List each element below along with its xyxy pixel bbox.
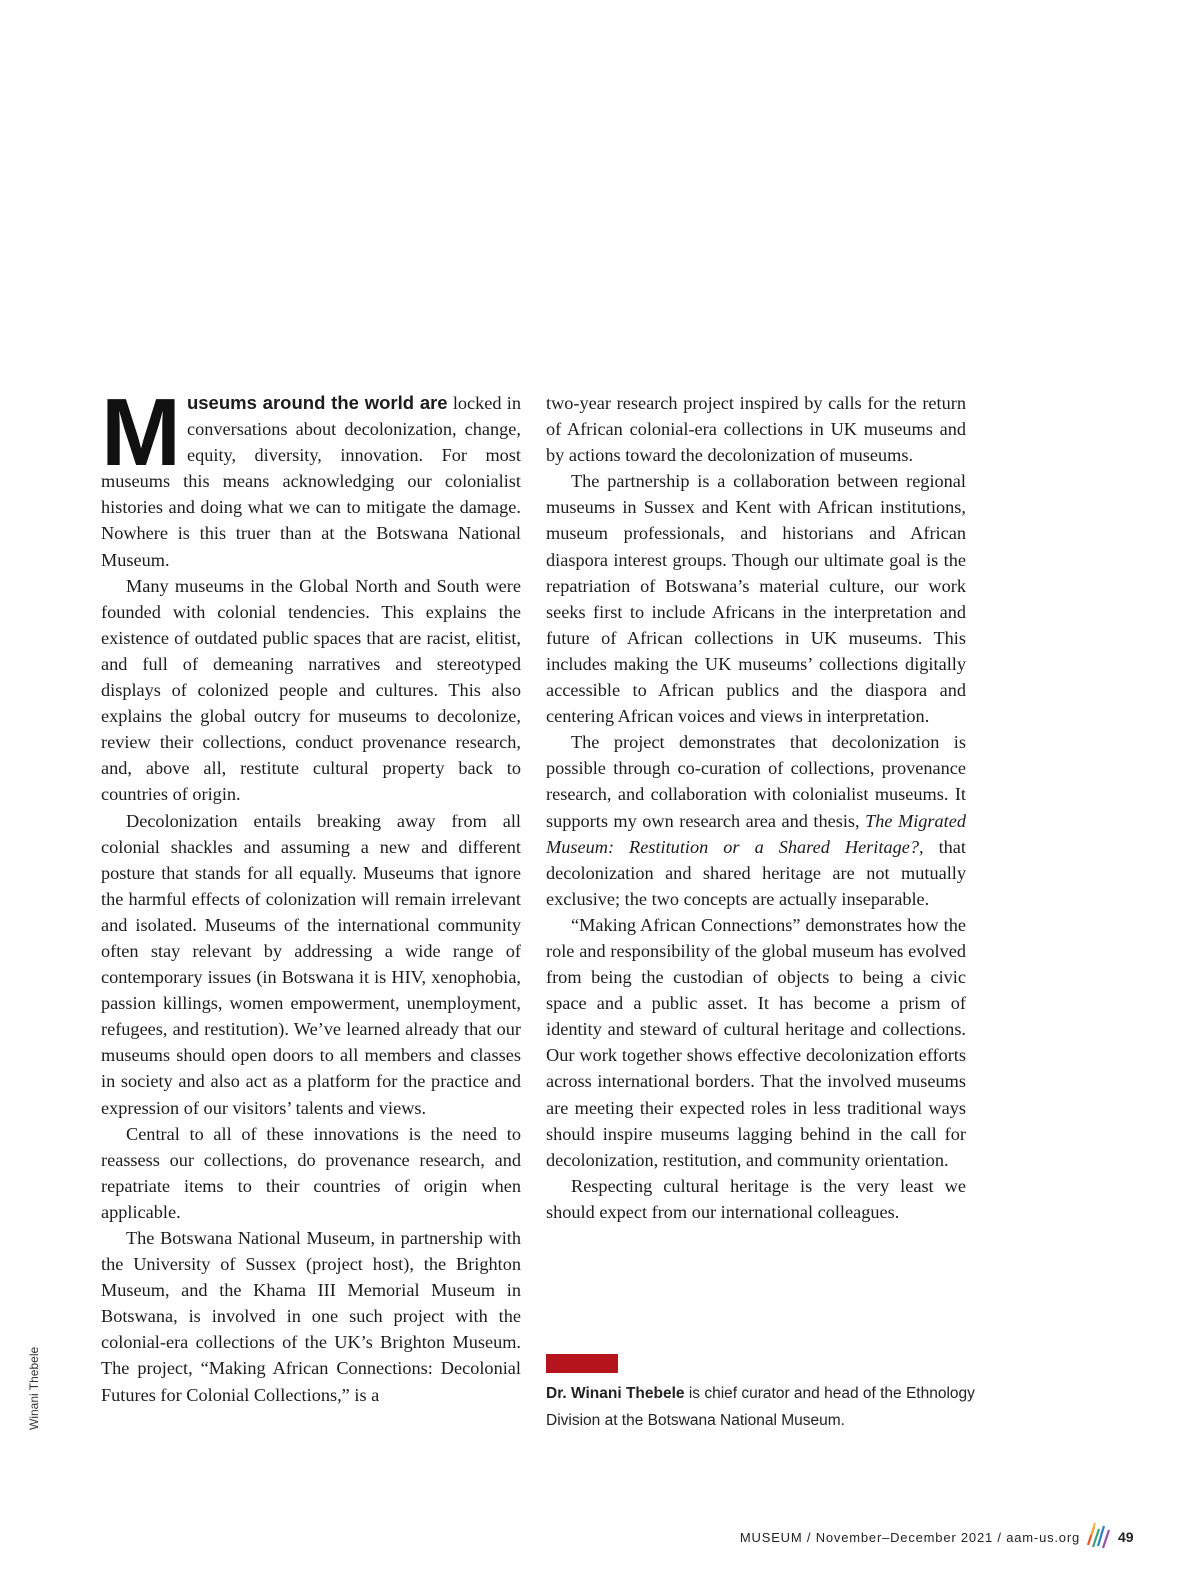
paragraph-8-text-b: that decolonization and shared heritage are not mutually exclusive; the two concepts are actually inseparable. xyxy=(546,836,966,909)
aam-stripes-logo-icon xyxy=(1085,1521,1111,1549)
article-paragraph-7: The partnership is a collaboration between regional museums in Sussex and Kent with African institutions, museum professionals, and historians and African diaspora interest groups. Though our ultimate goal is the repatriation of Botswana’s material culture, our work seeks first to include Africans in the interpretation and future of African collections in UK museums. This includes making the UK museums’ collections digitally accessible to African publics and the diaspora and centering African voices and views in interpretation. xyxy=(546,471,966,727)
author-name: Dr. Winani Thebele xyxy=(546,1385,685,1402)
thesis-title: The Migrated Museum: Restitution or a Shared Heritage?, xyxy=(546,810,966,857)
article-paragraph-6: two-year research project inspired by calls for the return of African colonial-era collections in UK museums and by actions toward the decolonization of museums. xyxy=(546,393,966,466)
page-number: 49 xyxy=(1118,1529,1134,1545)
article-paragraph-2: Many museums in the Global North and South were founded with colonial tendencies. This explains the existence of outdated public spaces that are racist, elitist, and full of demeaning narratives and stereotyped displays of colonized people and cultures. This also explains the global outcry for museums to decolonize, review their collections, conduct provenance research, and, above all, restitute cultural property back to countries of origin. xyxy=(101,575,521,805)
article-column-right xyxy=(546,390,966,1225)
bio-accent-bar xyxy=(546,1354,618,1373)
article-column-left xyxy=(101,379,522,1408)
article-paragraph-9: “Making African Connections” demonstrates how the role and responsibility of the global museum has evolved from being the custodian of objects to being a civic space and a public asset. It has become a prism of identity and steward of cultural heritage and collections. Our work together shows effective decolonization efforts across international borders. That the involved museums are meeting their expected roles in less traditional ways should inspire museums lagging behind in the call for decolonization, restitution, and community orientation. xyxy=(546,914,966,1170)
article-paragraph-4: Central to all of these innovations is the need to reassess our collections, do provenance research, and repatriate items to their countries of origin when applicable. xyxy=(101,1123,521,1222)
author-bio-text: is chief curator and head of the Ethnology Division at the Botswana National Museum. xyxy=(546,1385,975,1429)
article-paragraph-8 xyxy=(546,729,966,912)
author-bio xyxy=(546,1380,986,1434)
article-paragraph-10: Respecting cultural heritage is the very least we should expect from our international colleagues. xyxy=(546,1175,966,1222)
photo-credit: Winani Thebele xyxy=(27,1346,41,1430)
paragraph-8-text-a: The project demonstrates that decolonization is possible through co-curation of collections, provenance research, and collaboration with colonialist museums. It supports my own research area and thesis, xyxy=(546,732,966,831)
article-paragraph-5: The Botswana National Museum, in partnership with the University of Sussex (project host), the Brighton Museum, and the Khama III Memorial Museum in Botswana, is involved in one such project with the colonial-era collections of the UK’s Brighton Museum. The project, “Making African Connections: Decolonial Futures for Colonial Collections,” is a xyxy=(101,1228,521,1405)
paragraph-1-text: locked in conversations about decolonization, change, equity, diversity, innovation. For most museums this means acknowledging our colonialist histories and doing what we can to mitigate the damage. Nowhere is this truer than at the Botswana National Museum. xyxy=(101,393,522,570)
lead-in: useums around the world are xyxy=(186,392,448,413)
drop-cap: M xyxy=(101,379,181,486)
article-paragraph-1 xyxy=(101,379,522,573)
article-paragraph-3: Decolonization entails breaking away from all colonial shackles and assuming a new and different posture that stands for all equally. Museums that ignore the harmful effects of colonization will remain irrelevant and isolated. Museums of the international community often stay relevant by addressing a wide range of contemporary issues (in Botswana it is HIV, xenophobia, passion killings, women empowerment, unemployment, refugees, and restitution). We’ve learned already that our museums should open doors to all members and classes in society and also act as a platform for the practice and expression of our visitors’ talents and views. xyxy=(101,810,521,1118)
page-footer: MUSEUM / November–December 2021 / aam-us.org xyxy=(739,1530,1080,1545)
